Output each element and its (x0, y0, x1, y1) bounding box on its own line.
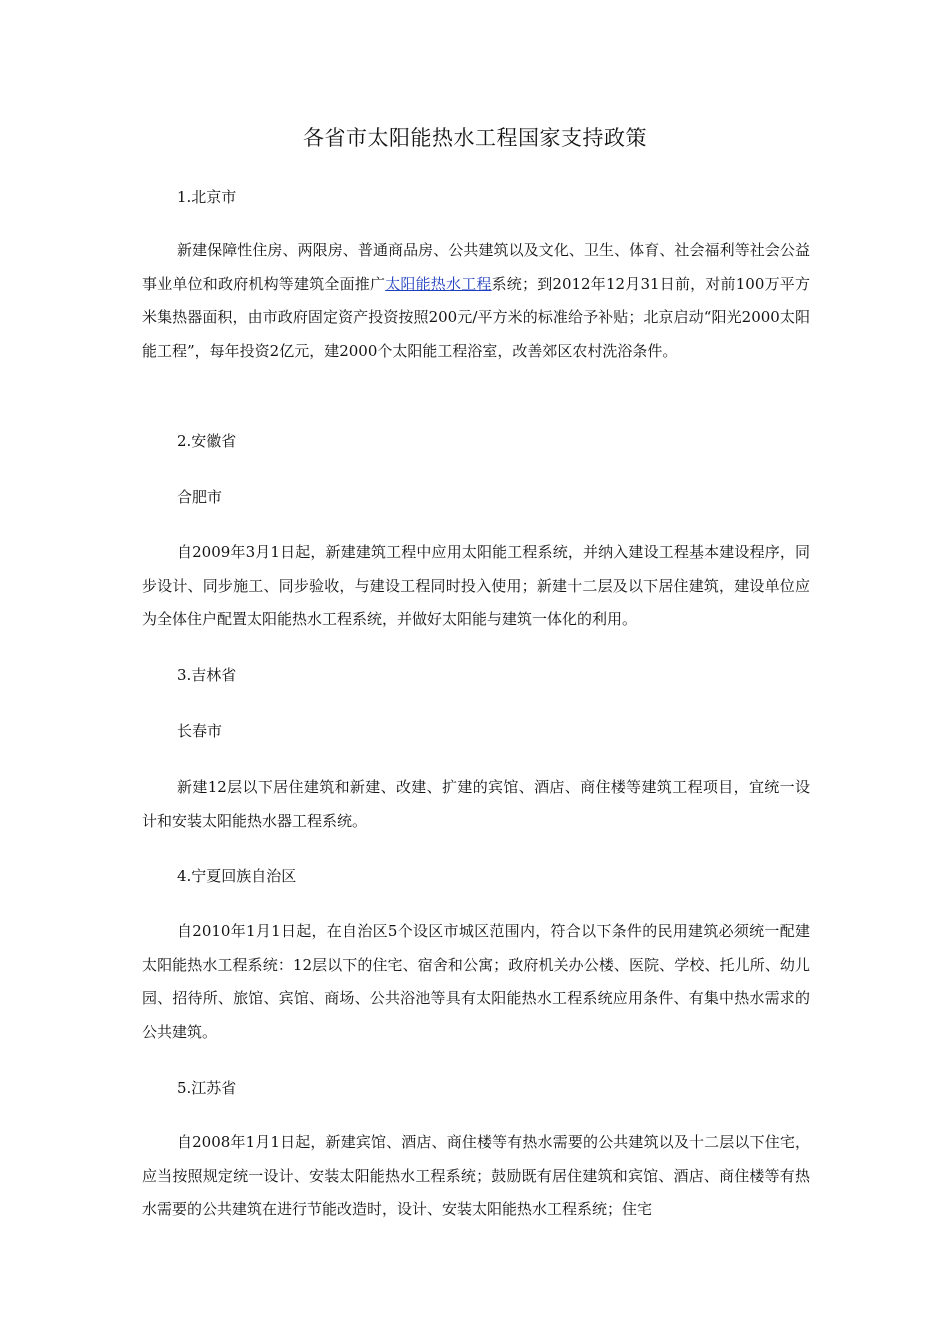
section-paragraph-jilin: 新建12层以下居住建筑和新建、改建、扩建的宾馆、酒店、商住楼等建筑工程项目，宜统一设计和安装太阳能热水器工程系统。 (142, 778, 810, 830)
section-heading-jiangsu: 5.江苏省 (177, 1079, 237, 1097)
subheading-hefei: 合肥市 (177, 488, 223, 506)
section-heading-jilin: 3.吉林省 (177, 666, 237, 684)
section-paragraph-jiangsu: 自2008年1月1日起，新建宾馆、酒店、商住楼等有热水需要的公共建筑以及十二层以下住宅，应当按照规定统一设计、安装太阳能热水工程系统；鼓励既有居住建筑和宾馆、酒店、商住楼等有热水需要的公共建筑在进行节能改造时，设计、安装太阳能热水工程系统；住宅 (142, 1133, 810, 1218)
section-heading-ningxia: 4.宁夏回族自治区 (177, 867, 297, 885)
subheading-changchun: 长春市 (177, 722, 223, 740)
paragraph-text: 系统；到2012年12月31日前，对前100万平方米集热器面积，由市政府固定资产投资按照200元/平方米的标准给予补贴；北京启动“阳光2000太阳能工程”，每年投资2亿元，建2000个太阳能工程浴室，改善郊区农村洗浴条件。 (142, 274, 810, 360)
section-paragraph-anhui: 自2009年3月1日起，新建建筑工程中应用太阳能工程系统，并纳入建设工程基本建设程序，同步设计、同步施工、同步验收，与建设工程同时投入使用；新建十二层及以下居住建筑，建设单位应为全体住户配置太阳能热水工程系统，并做好太阳能与建筑一体化的利用。 (142, 543, 810, 628)
section-heading-beijing: 1.北京市 (177, 188, 237, 206)
paragraph-text: 新建保障性住房、两限房、普通商品房、公共建筑以及文化、卫生、体育、社会福利等社会公益事业单位和政府机构等建筑全面推广 (142, 241, 810, 293)
document-title: 各省市太阳能热水工程国家支持政策 (303, 126, 647, 150)
section-paragraph-ningxia: 自2010年1月1日起，在自治区5个设区市城区范围内，符合以下条件的民用建筑必须统一配建太阳能热水工程系统：12层以下的住宅、宿舍和公寓；政府机关办公楼、医院、学校、托儿所、幼儿园、招待所、旅馆、宾馆、商场、公共浴池等具有太阳能热水工程系统应用条件、有集中热水需求的公共建筑。 (142, 922, 810, 1041)
section-paragraph-beijing (142, 234, 810, 368)
section-heading-anhui: 2.安徽省 (177, 432, 237, 450)
solar-hot-water-link[interactable]: 太阳能热水工程 (385, 274, 492, 293)
